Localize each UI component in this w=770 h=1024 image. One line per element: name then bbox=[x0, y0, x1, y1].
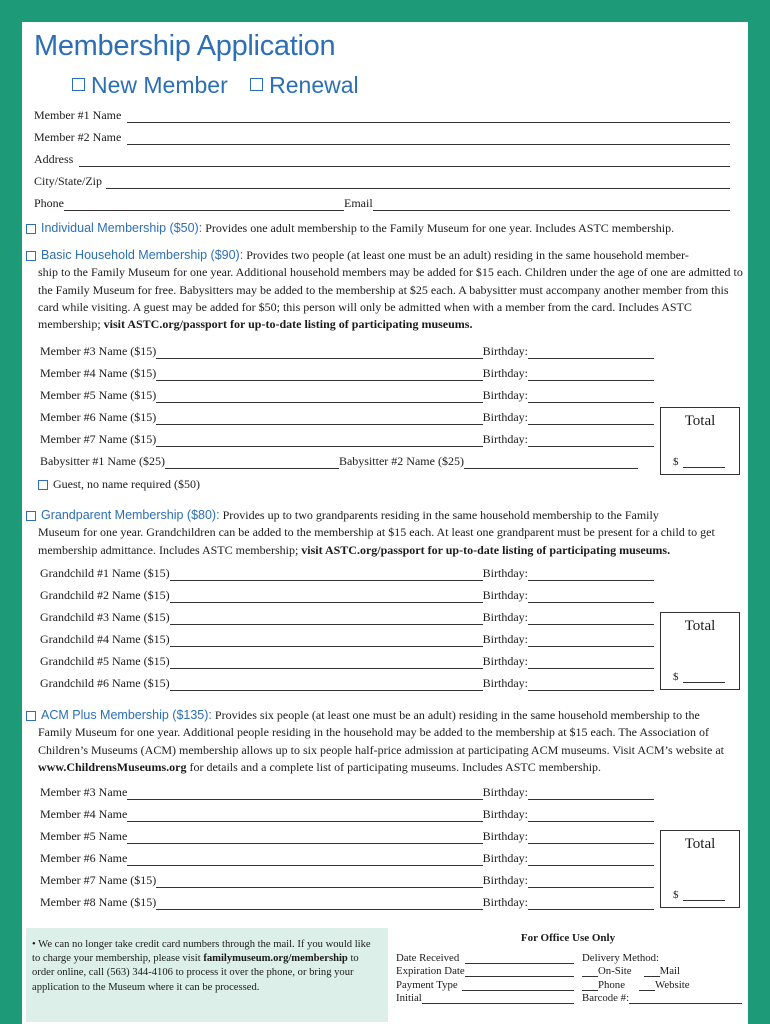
renewal-checkbox[interactable] bbox=[250, 78, 263, 91]
date-received-label: Date Received bbox=[396, 951, 460, 964]
new-member-label: New Member bbox=[91, 72, 228, 98]
birthday-line[interactable] bbox=[528, 347, 654, 359]
grandparent-link-text: visit ASTC.org/passport for up-to-date listing of participating museums. bbox=[301, 542, 671, 557]
acm-member-name-label: Member #8 Name ($15) bbox=[40, 895, 157, 909]
member1-name-field[interactable] bbox=[34, 108, 730, 123]
note-text-1: • We can no longer take credit card numbers through the mail. If you would like to charge your membership, please visit bbox=[32, 939, 371, 965]
member1-line[interactable] bbox=[127, 111, 730, 123]
birthday-label: Birthday: bbox=[482, 676, 528, 690]
birthday-line[interactable] bbox=[528, 832, 654, 844]
household-member-name-row[interactable] bbox=[40, 344, 654, 359]
birthday-line[interactable] bbox=[528, 657, 654, 669]
individual-checkbox[interactable] bbox=[26, 224, 36, 234]
birthday-label: Birthday: bbox=[482, 410, 528, 424]
member2-line[interactable] bbox=[127, 133, 730, 145]
grandchild-name-label: Grandchild #3 Name ($15) bbox=[40, 610, 170, 624]
new-member-checkbox[interactable] bbox=[72, 78, 85, 91]
individual-heading: Individual Membership ($50): bbox=[41, 221, 203, 235]
grandchild-name-row[interactable] bbox=[40, 632, 654, 647]
birthday-label: Birthday: bbox=[482, 829, 528, 843]
acm-plus-text-3: for details and a complete list of participating museums. Includes ASTC membership. bbox=[186, 759, 602, 774]
page-title: Membership Application bbox=[34, 30, 336, 62]
birthday-line[interactable] bbox=[528, 788, 654, 800]
household-member-name-line[interactable] bbox=[156, 347, 482, 359]
household-member-name-row[interactable] bbox=[40, 410, 654, 425]
dollar-sign: $ bbox=[673, 889, 679, 901]
household-member-name-line[interactable] bbox=[156, 413, 482, 425]
guest-checkbox[interactable] bbox=[38, 480, 48, 490]
grandchild-name-row[interactable] bbox=[40, 588, 654, 603]
grandparent-checkbox[interactable] bbox=[26, 511, 36, 521]
address-label: Address bbox=[34, 152, 74, 166]
birthday-label: Birthday: bbox=[482, 344, 528, 358]
barcode-line[interactable] bbox=[629, 992, 742, 1004]
birthday-line[interactable] bbox=[528, 413, 654, 425]
grandchild-name-line[interactable] bbox=[170, 569, 483, 581]
dollar-sign: $ bbox=[673, 671, 679, 683]
babysitter-row[interactable] bbox=[40, 454, 638, 469]
address-field[interactable] bbox=[34, 152, 730, 167]
email-label: Email bbox=[344, 196, 373, 210]
household-member-name-label: Member #7 Name ($15) bbox=[40, 432, 157, 446]
acm-member-name-row[interactable] bbox=[40, 785, 654, 800]
household-member-name-row[interactable] bbox=[40, 432, 654, 447]
acm-member-name-row[interactable] bbox=[40, 851, 654, 866]
payment-note bbox=[26, 928, 388, 1022]
grandchild-name-row[interactable] bbox=[40, 654, 654, 669]
date-received-line[interactable] bbox=[465, 952, 574, 964]
mail-label: Mail bbox=[659, 965, 680, 977]
household-member-name-line[interactable] bbox=[156, 435, 482, 447]
office-use-section bbox=[392, 928, 744, 1022]
birthday-line[interactable] bbox=[528, 679, 654, 691]
grandparent-membership bbox=[26, 507, 744, 559]
basic-household-link-text: visit ASTC.org/passport for up-to-date listing of participating museums. bbox=[103, 317, 473, 332]
city-label: City/State/Zip bbox=[34, 174, 102, 188]
acm-plus-membership bbox=[26, 707, 744, 776]
basic-household-heading: Basic Household Membership ($90): bbox=[41, 248, 244, 262]
birthday-label: Birthday: bbox=[482, 851, 528, 865]
phone-delivery-label: Phone bbox=[598, 978, 625, 991]
acm-member-name-label: Member #6 Name bbox=[40, 851, 128, 865]
birthday-line[interactable] bbox=[528, 369, 654, 381]
grandchild-name-label: Grandchild #5 Name ($15) bbox=[40, 654, 170, 668]
birthday-line[interactable] bbox=[528, 810, 654, 822]
guest-option[interactable] bbox=[38, 477, 200, 492]
total-label: Total bbox=[684, 836, 716, 852]
onsite-label: On-Site bbox=[598, 965, 632, 977]
birthday-label: Birthday: bbox=[482, 895, 528, 909]
birthday-line[interactable] bbox=[528, 854, 654, 866]
household-member-name-label: Member #3 Name ($15) bbox=[40, 344, 157, 358]
new-member-option[interactable] bbox=[72, 72, 228, 99]
birthday-label: Birthday: bbox=[482, 388, 528, 402]
email-line[interactable] bbox=[373, 199, 730, 211]
phone-delivery-line[interactable] bbox=[582, 979, 598, 991]
membership-url[interactable]: familymuseum.org/membership bbox=[203, 953, 348, 965]
acm-website-link[interactable]: www.ChildrensMuseums.org bbox=[38, 759, 187, 774]
birthday-line[interactable] bbox=[528, 635, 654, 647]
payment-type-label: Payment Type bbox=[396, 978, 458, 991]
acm-member-name-label: Member #3 Name bbox=[40, 785, 128, 799]
basic-total-line[interactable] bbox=[683, 456, 725, 468]
basic-household-text-2: ship to the Family Museum for one year. Additional household members may be added for $15 each. Children under the age of one are admitted to the Family Museum for free. Babysitters may be added to the membership at $25 each. A babysitter must accompany another member from this card while visiting. A guest may be added for $50; this person will only be admitted when with a member from the card. Includes ASTC membership; bbox=[38, 265, 743, 332]
birthday-label: Birthday: bbox=[482, 566, 528, 580]
acm-member-name-row[interactable] bbox=[40, 873, 654, 888]
grandchild-name-line[interactable] bbox=[170, 591, 483, 603]
babysitter2-line[interactable] bbox=[464, 457, 638, 469]
individual-text: Provides one adult membership to the Family Museum for one year. Includes ASTC membership. bbox=[202, 221, 675, 235]
grandchild-name-label: Grandchild #1 Name ($15) bbox=[40, 566, 170, 580]
birthday-label: Birthday: bbox=[482, 807, 528, 821]
website-label: Website bbox=[655, 978, 690, 991]
phone-line[interactable] bbox=[64, 199, 344, 211]
website-line[interactable] bbox=[639, 979, 655, 991]
note-text-2: to order online, call (563) 344-4106 to process it over the phone, or bring your application to the Museum where it can be processed. bbox=[32, 953, 359, 993]
birthday-label: Birthday: bbox=[482, 654, 528, 668]
renewal-label: Renewal bbox=[269, 72, 359, 98]
barcode-label: Barcode #: bbox=[582, 992, 630, 1004]
acm-member-name-row[interactable] bbox=[40, 895, 654, 910]
total-label: Total bbox=[684, 413, 716, 429]
birthday-line[interactable] bbox=[528, 613, 654, 625]
acm-member-name-line[interactable] bbox=[127, 854, 482, 866]
address-line[interactable] bbox=[79, 155, 730, 167]
grandparent-text-1: Provides up to two grandparents residing in the same household membership to the Family bbox=[219, 508, 659, 522]
birthday-label: Birthday: bbox=[482, 432, 528, 446]
birthday-line[interactable] bbox=[528, 391, 654, 403]
grandparent-heading: Grandparent Membership ($80): bbox=[41, 508, 220, 522]
household-member-name-label: Member #5 Name ($15) bbox=[40, 388, 157, 402]
grandchild-name-row[interactable] bbox=[40, 566, 654, 581]
onsite-line[interactable] bbox=[582, 965, 598, 977]
acm-member-name-line[interactable] bbox=[127, 788, 482, 800]
phone-label: Phone bbox=[34, 196, 64, 210]
birthday-line[interactable] bbox=[528, 876, 654, 888]
basic-household-membership bbox=[26, 247, 744, 333]
acm-plus-text-2: Family Museum for one year. Additional people residing in the household may be added to the membership at $15 each. The Association of Children’s Museums (ACM) membership allows up to six people half-price admission at participating ACM museums. Visit ACM’s website at bbox=[38, 725, 724, 757]
birthday-label: Birthday: bbox=[482, 366, 528, 380]
payment-type-line[interactable] bbox=[462, 979, 574, 991]
initial-label: Initial bbox=[396, 992, 422, 1004]
dollar-sign: $ bbox=[673, 456, 679, 468]
birthday-line[interactable] bbox=[528, 569, 654, 581]
household-member-name-row[interactable] bbox=[40, 388, 654, 403]
babysitter2-label: Babysitter #2 Name ($25) bbox=[338, 454, 464, 468]
individual-membership bbox=[26, 220, 744, 237]
household-member-name-label: Member #4 Name ($15) bbox=[40, 366, 157, 380]
grandchild-name-label: Grandchild #4 Name ($15) bbox=[40, 632, 170, 646]
babysitter1-label: Babysitter #1 Name ($25) bbox=[40, 454, 165, 468]
acm-total-line[interactable] bbox=[683, 889, 725, 901]
birthday-label: Birthday: bbox=[482, 785, 528, 799]
city-line[interactable] bbox=[106, 177, 730, 189]
application-sheet bbox=[22, 22, 748, 1024]
acm-total-box bbox=[660, 830, 740, 908]
guest-label: Guest, no name required ($50) bbox=[53, 477, 200, 491]
household-member-name-line[interactable] bbox=[156, 369, 482, 381]
birthday-label: Birthday: bbox=[482, 632, 528, 646]
grandchild-name-row[interactable] bbox=[40, 676, 654, 691]
basic-household-text-1: Provides two people (at least one must be an adult) residing in the same household member- bbox=[243, 248, 689, 262]
acm-member-name-label: Member #5 Name bbox=[40, 829, 128, 843]
grandchild-name-line[interactable] bbox=[170, 613, 483, 625]
acm-plus-checkbox[interactable] bbox=[26, 711, 36, 721]
grandparent-total-line[interactable] bbox=[683, 671, 725, 683]
member1-label: Member #1 Name bbox=[34, 108, 122, 122]
household-member-name-line[interactable] bbox=[156, 391, 482, 403]
acm-member-name-label: Member #4 Name bbox=[40, 807, 128, 821]
birthday-label: Birthday: bbox=[482, 588, 528, 602]
acm-member-name-line[interactable] bbox=[127, 810, 482, 822]
renewal-option[interactable] bbox=[250, 72, 359, 99]
birthday-label: Birthday: bbox=[482, 873, 528, 887]
birthday-line[interactable] bbox=[528, 591, 654, 603]
city-state-zip-field[interactable] bbox=[34, 174, 730, 189]
member2-name-field[interactable] bbox=[34, 130, 730, 145]
acm-member-name-row[interactable] bbox=[40, 807, 654, 822]
expiration-line[interactable] bbox=[465, 965, 574, 977]
birthday-label: Birthday: bbox=[482, 610, 528, 624]
delivery-method-label: Delivery Method: bbox=[582, 951, 660, 964]
expiration-label: Expiration Date bbox=[396, 965, 465, 977]
grandchild-name-line[interactable] bbox=[170, 679, 483, 691]
acm-member-name-row[interactable] bbox=[40, 829, 654, 844]
basic-household-checkbox[interactable] bbox=[26, 251, 36, 261]
initial-line[interactable] bbox=[422, 992, 574, 1004]
grandchild-name-line[interactable] bbox=[170, 657, 483, 669]
acm-plus-text-1: Provides six people (at least one must be an adult) residing in the same household membership to the bbox=[211, 708, 700, 722]
mail-line[interactable] bbox=[644, 965, 660, 977]
acm-member-name-line[interactable] bbox=[156, 898, 482, 910]
membership-type-options bbox=[72, 72, 375, 99]
grandchild-name-label: Grandchild #6 Name ($15) bbox=[40, 676, 170, 690]
acm-plus-heading: ACM Plus Membership ($135): bbox=[41, 708, 212, 722]
grandparent-text-2: Museum for one year. Grandchildren can be added to the membership at $15 each. At least one grandparent must be present for a child to get membership admittance. Includes ASTC membership; bbox=[38, 525, 715, 557]
household-member-name-label: Member #6 Name ($15) bbox=[40, 410, 157, 424]
acm-member-name-line[interactable] bbox=[156, 876, 482, 888]
member2-label: Member #2 Name bbox=[34, 130, 122, 144]
phone-email-field[interactable] bbox=[34, 196, 730, 211]
babysitter1-line[interactable] bbox=[165, 457, 339, 469]
office-use-title: For Office Use Only bbox=[520, 932, 616, 944]
total-label: Total bbox=[684, 618, 716, 634]
household-member-name-row[interactable] bbox=[40, 366, 654, 381]
basic-total-box bbox=[660, 407, 740, 475]
grandchild-name-label: Grandchild #2 Name ($15) bbox=[40, 588, 170, 602]
grandchild-name-row[interactable] bbox=[40, 610, 654, 625]
grandchild-name-line[interactable] bbox=[170, 635, 483, 647]
birthday-line[interactable] bbox=[528, 898, 654, 910]
grandparent-total-box bbox=[660, 612, 740, 690]
acm-member-name-line[interactable] bbox=[127, 832, 482, 844]
birthday-line[interactable] bbox=[528, 435, 654, 447]
acm-member-name-label: Member #7 Name ($15) bbox=[40, 873, 157, 887]
